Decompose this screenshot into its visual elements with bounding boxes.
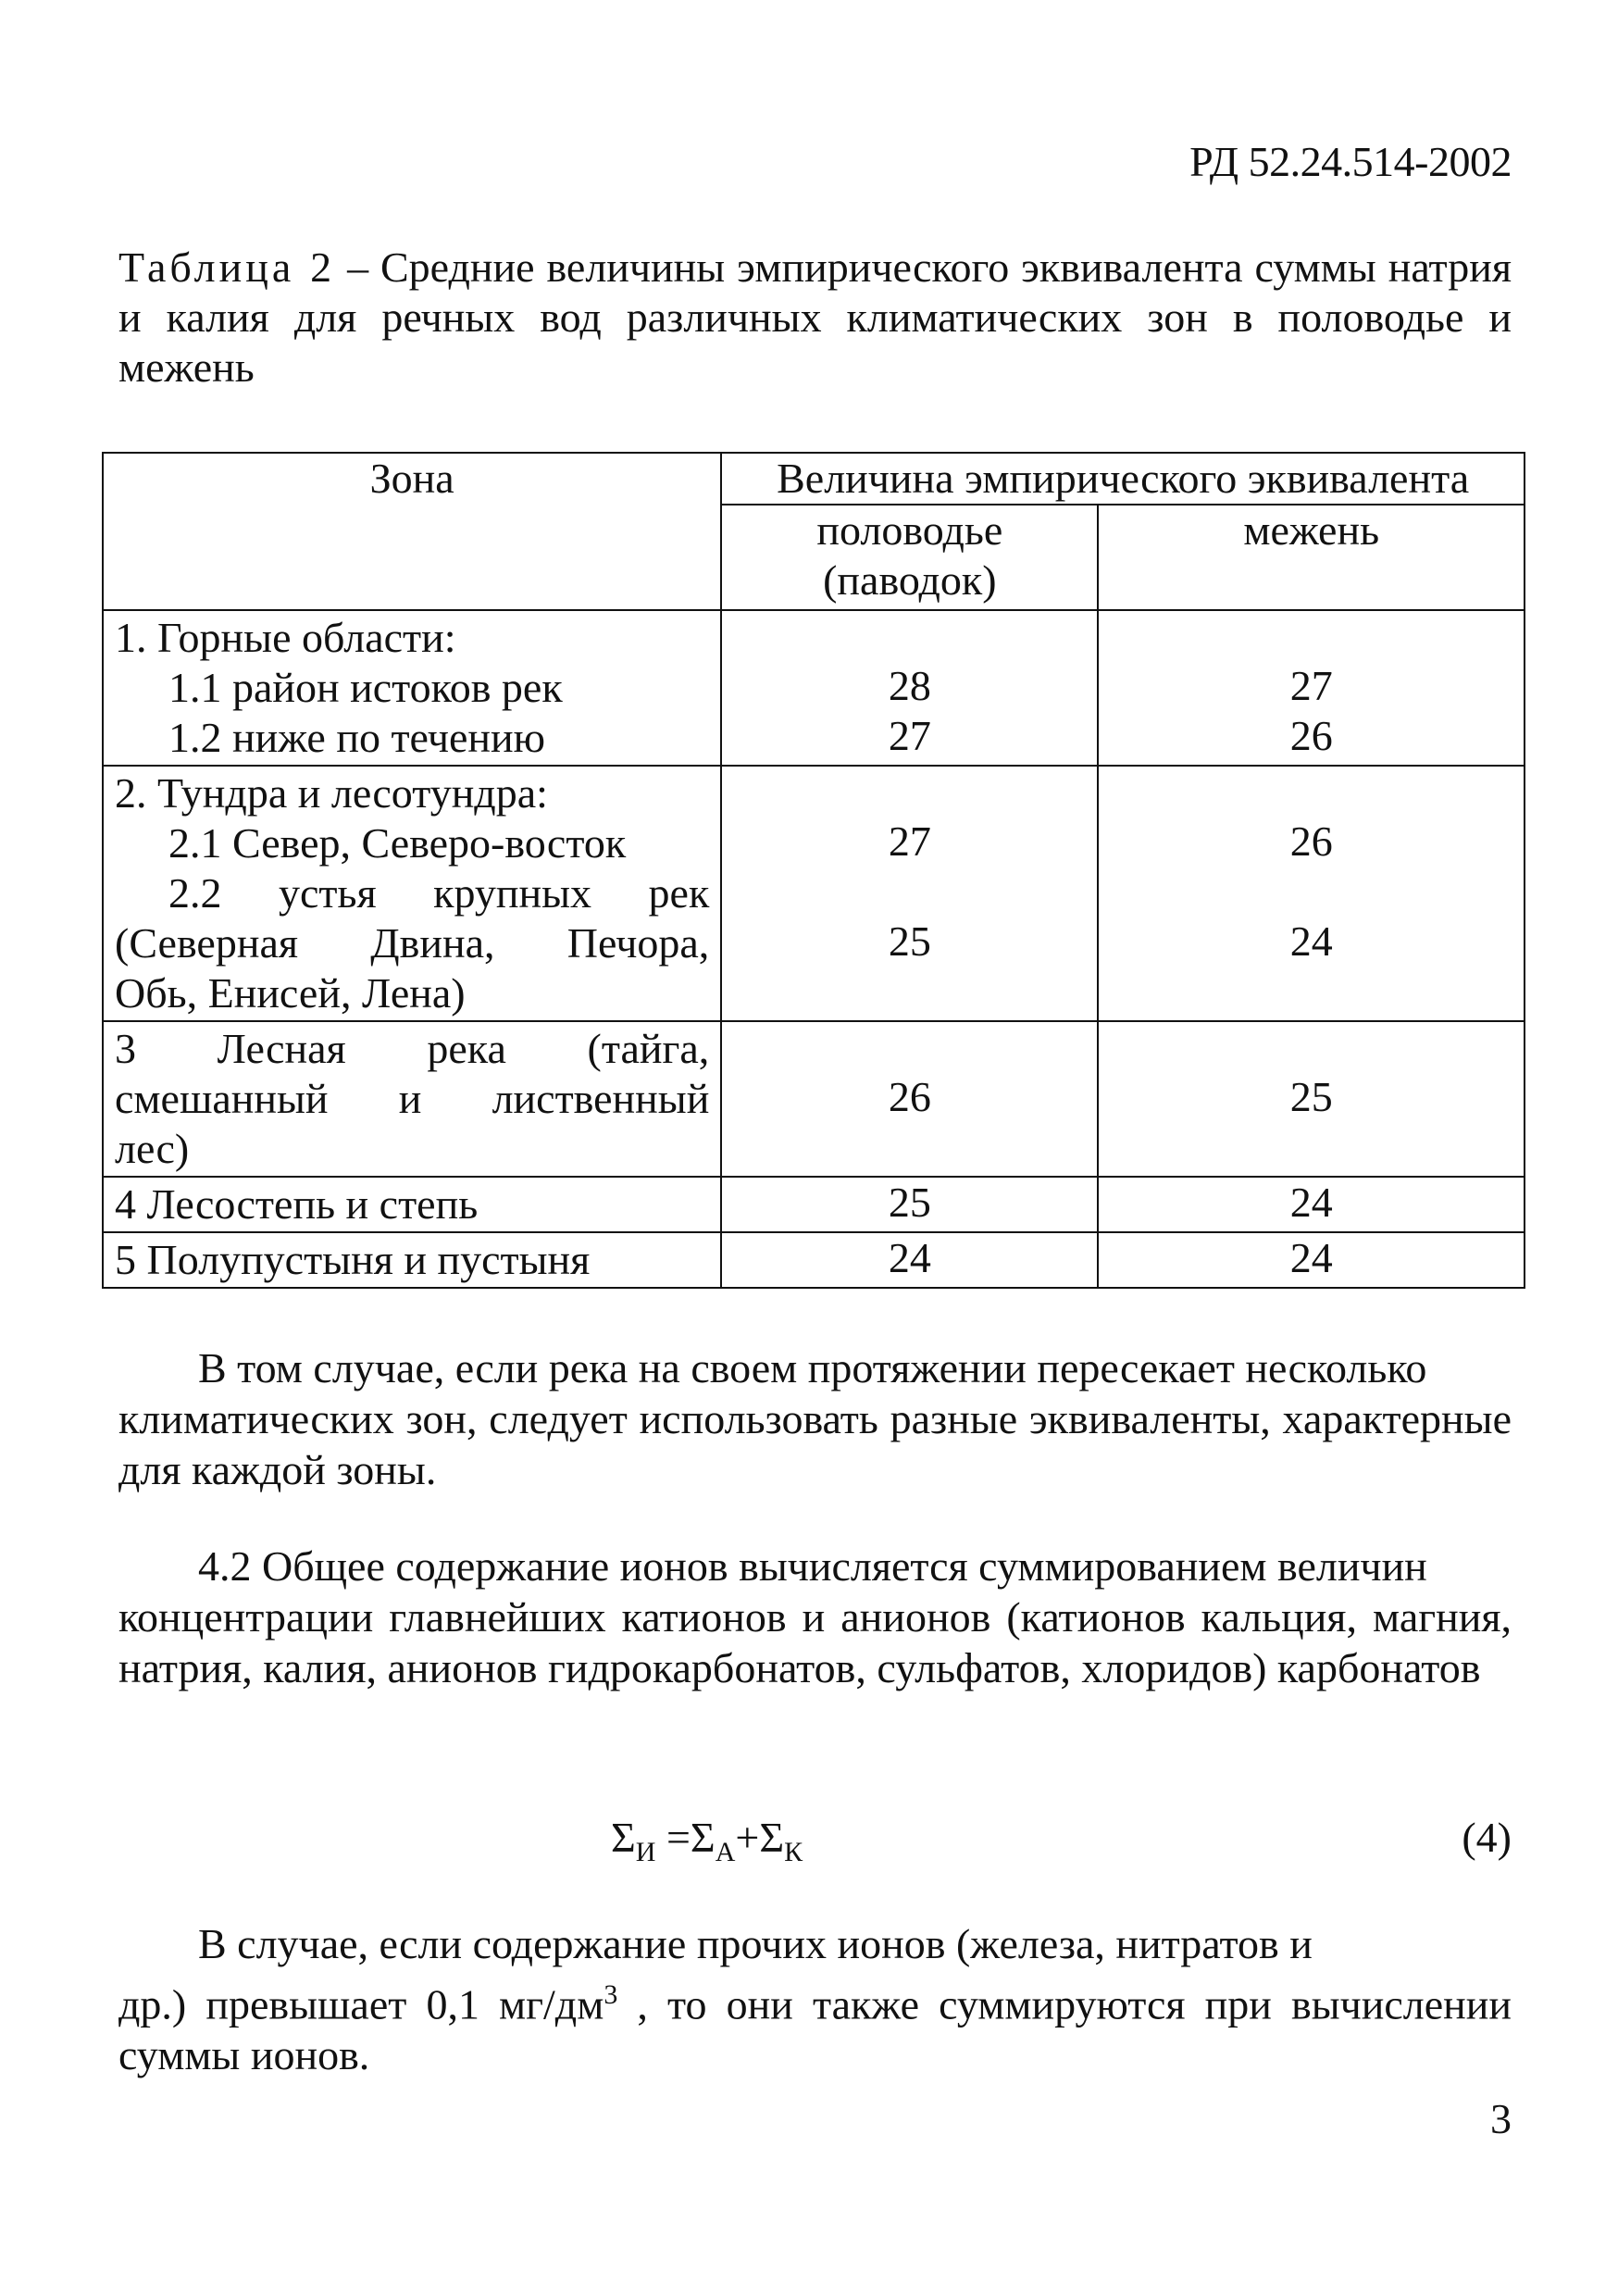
table-caption <box>118 243 1512 393</box>
zone-line: 2.2 устья крупных рек <box>168 869 710 917</box>
flood-value: 28 <box>888 662 931 709</box>
zone-line: 1.2 ниже по течению <box>168 714 545 761</box>
formula-sub-cations: К <box>784 1837 803 1868</box>
table-row <box>103 1021 1525 1177</box>
flood-value <box>722 867 1097 917</box>
low-water-cell <box>1098 1232 1525 1288</box>
paragraph-climate-zones <box>118 1342 1512 1495</box>
low-water-cell <box>1098 766 1525 1021</box>
flood-cell <box>721 1177 1098 1232</box>
low-water-value: 24 <box>1289 1179 1333 1226</box>
low-water-value: 26 <box>1289 712 1333 759</box>
paragraph-first-line: В том случае, если река на своем протяжении пересекает несколько <box>198 1344 1427 1391</box>
zone-line: 1.1 район истоков рек <box>168 664 563 711</box>
flood-cell <box>721 610 1098 766</box>
zone-line: 3 Лесная река (тайга, <box>115 1025 710 1072</box>
flood-value <box>722 967 1097 1017</box>
flood-value <box>722 1122 1097 1172</box>
table-row <box>103 1177 1525 1232</box>
header-flood-line1: половодье <box>816 506 1003 554</box>
paragraph-rest-after: , то они также суммируются при вычислении суммы ионов. <box>118 1980 1512 2079</box>
zone-line: 1. Горные области: <box>115 614 456 661</box>
header-low-water: межень <box>1098 505 1525 610</box>
low-water-value <box>1099 1122 1524 1172</box>
zone-line: (Северная Двина, Печора, <box>115 919 710 967</box>
formula-ion-sum <box>611 1813 803 1868</box>
flood-cell <box>721 766 1098 1021</box>
zone-line: Обь, Енисей, Лена) <box>115 969 466 1017</box>
flood-value <box>722 767 1097 817</box>
document-code: РД 52.24.514-2002 <box>1189 138 1512 185</box>
formula-sub-anions: А <box>715 1837 736 1868</box>
table-row <box>103 766 1525 1021</box>
paragraph-first-line: В случае, если содержание прочих ионов (железа, нитратов и <box>198 1920 1313 1967</box>
low-water-cell <box>1098 610 1525 766</box>
flood-value <box>722 1022 1097 1072</box>
low-water-value: 25 <box>1289 1073 1333 1120</box>
paragraph-first-line: 4.2 Общее содержание ионов вычисляется суммированием величин <box>198 1542 1427 1590</box>
page-number: 3 <box>1490 2095 1512 2142</box>
formula-sub-ions: И <box>635 1837 656 1868</box>
flood-value: 25 <box>888 917 931 965</box>
low-water-value <box>1099 767 1524 817</box>
formula-sigma: Σ <box>759 1814 785 1861</box>
flood-value: 27 <box>888 712 931 759</box>
equation-number: (4) <box>1462 1814 1512 1861</box>
flood-value: 26 <box>888 1073 931 1120</box>
zone-line: 2.1 Север, Северо-восток <box>168 819 627 867</box>
zone-line: 2. Тундра и лесотундра: <box>115 769 548 817</box>
formula-sigma: Σ <box>611 1814 636 1861</box>
low-water-value <box>1099 611 1524 661</box>
zone-line: 5 Полупустыня и пустыня <box>115 1236 591 1283</box>
paragraph-ion-sum <box>118 1541 1512 1693</box>
low-water-cell <box>1098 1021 1525 1177</box>
zone-cell <box>103 766 721 1021</box>
flood-cell <box>721 1021 1098 1177</box>
flood-value: 25 <box>888 1179 931 1226</box>
zone-cell <box>103 1177 721 1232</box>
formula-sigma: Σ <box>690 1814 716 1861</box>
zone-cell <box>103 1232 721 1288</box>
table-caption-text: – Средние величины эмпирического эквивалента суммы натрия и калия для речных вод различных климатических зон в половодье и межень <box>118 243 1512 391</box>
paragraph-rest: климатических зон, следует использовать разные эквиваленты, характерные для каждой зоны. <box>118 1395 1512 1493</box>
table-row <box>103 1232 1525 1288</box>
zone-line: смешанный и лиственный <box>115 1075 710 1122</box>
low-water-value: 26 <box>1289 817 1333 865</box>
header-zone: Зона <box>103 453 721 610</box>
table-row <box>103 610 1525 766</box>
formula-plus: + <box>735 1814 760 1861</box>
zone-line: 4 Лесостепь и степь <box>115 1180 479 1228</box>
zones-table <box>102 452 1525 1289</box>
zone-cell <box>103 1021 721 1177</box>
table-caption-label: Таблица 2 <box>118 243 336 291</box>
flood-cell <box>721 1232 1098 1288</box>
table-header-row <box>103 453 1525 505</box>
low-water-value: 24 <box>1289 917 1333 965</box>
formula-equals: = <box>655 1814 691 1861</box>
header-equivalent: Величина эмпирического эквивалента <box>721 453 1525 505</box>
paragraph-other-ions <box>118 1918 1512 2080</box>
low-water-value: 27 <box>1289 662 1333 709</box>
paragraph-rest-before: др.) превышает 0,1 мг/дм <box>118 1980 604 2028</box>
low-water-value <box>1099 967 1524 1017</box>
zone-line: лес) <box>115 1125 190 1172</box>
zone-cell <box>103 610 721 766</box>
low-water-cell <box>1098 1177 1525 1232</box>
low-water-value <box>1099 1022 1524 1072</box>
header-flood-line2: (паводок) <box>823 556 997 604</box>
header-flood <box>721 505 1098 610</box>
flood-value: 27 <box>888 817 931 865</box>
flood-value: 24 <box>888 1234 931 1281</box>
superscript-cubed: 3 <box>604 1979 618 2010</box>
low-water-value <box>1099 867 1524 917</box>
paragraph-rest: концентрации главнейших катионов и анионов (катионов кальция, магния, натрия, калия, анионов гидрокарбонатов, сульфатов, хлоридов) карбонатов <box>118 1593 1512 1691</box>
flood-value <box>722 611 1097 661</box>
low-water-value: 24 <box>1289 1234 1333 1281</box>
